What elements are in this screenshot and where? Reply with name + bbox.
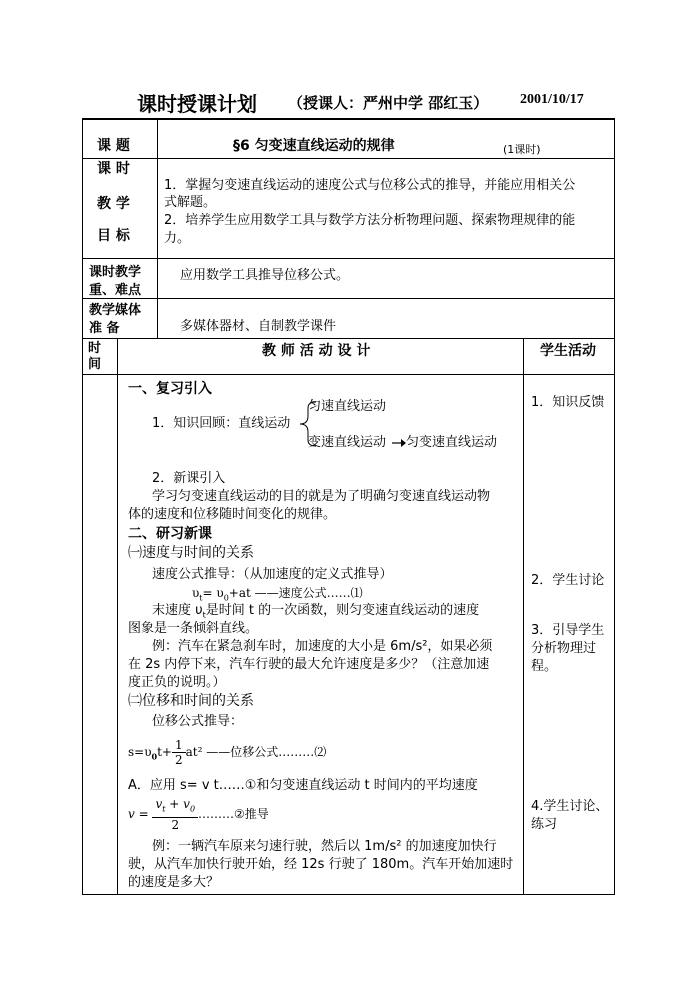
plan-author: （授课人：严州中学 邵红玉）: [288, 94, 489, 112]
velocity-derive: 速度公式推导：（从加速度的定义式推导）: [152, 567, 393, 582]
row-line: [82, 258, 615, 259]
time-col-line: [117, 338, 118, 894]
intro-para-2: 体的速度和位移随时间变化的规律。: [128, 507, 337, 522]
goal-2-line-1: 2．培养学生应用数学工具与数学方法分析物理问题、探索物理规律的能: [164, 213, 576, 228]
arrow-right-icon: [392, 437, 406, 449]
student-activity-4-line-2: 练习: [531, 817, 558, 832]
goal-2-line-2: 力。: [164, 231, 191, 246]
student-activity-3-line-2: 分析物理过: [531, 641, 597, 656]
row-line: [82, 374, 615, 375]
key-label-1: 课时教学: [89, 265, 142, 280]
velocity-example-2: 在 2s 内停下来，汽车行驶的最大允许速度是多少？（注意加速: [128, 657, 490, 672]
velocity-example-3: 度正负的说明。）: [128, 675, 226, 690]
average-velocity-formula: v = $\frac{v_t + v_0}{2}$ ………②推导: [128, 797, 269, 832]
media-label-2: 准 备: [89, 321, 120, 336]
key-value: 应用数学工具推导位移公式。: [180, 268, 350, 283]
velocity-para-1: 末速度 $\upsilon_t$是时间 t 的一次函数，则匀变速直线运动的速度: [152, 603, 480, 620]
displacement-example-1: 例：一辆汽车原来匀速行驶，然后以 1m/s² 的加速度加快行: [152, 839, 497, 854]
displacement-derive: 位移公式推导：: [152, 714, 244, 729]
topic-value: §6 匀变速直线运动的规律: [233, 138, 395, 154]
intro-para-1: 学习匀变速直线运动的目的就是为了明确匀变速直线运动物: [152, 489, 491, 504]
knowledge-review-label: 1．知识回顾：直线运动: [152, 416, 291, 431]
goals-label-3: 目 标: [97, 228, 130, 244]
branch-variable: 变速直线运动: [308, 435, 387, 450]
displacement-example-2: 驶，从汽车加快行驶开始，经 12s 行驶了 180m。汽车开始加速时: [128, 857, 514, 872]
row-line: [82, 338, 615, 339]
velocity-example-1: 例：汽车在紧急刹车时，加速度的大小是 6m/s²，如果必须: [152, 639, 493, 654]
table-left-border: [82, 118, 83, 895]
label-col-line: [157, 118, 158, 338]
student-activity-1: 1．知识反馈: [531, 395, 605, 410]
page-header: [0, 88, 696, 116]
col-header-time-1: 时: [88, 341, 102, 356]
goal-1-line-2: 式解题。: [164, 195, 217, 210]
displacement-example-3: 的速度是多大？: [128, 875, 220, 890]
goal-1-line-1: 1．掌握匀变速直线运动的速度公式与位移公式的推导，并能应用相关公: [164, 178, 576, 193]
goals-label-2: 教 学: [97, 196, 130, 212]
col-header-teacher: 教 师 活 动 设 计: [262, 343, 371, 359]
section-2-title: 二、研习新课: [128, 526, 212, 542]
table-right-border: [614, 118, 615, 895]
media-value: 多媒体器材、自制教学课件: [180, 319, 337, 334]
table-top-border: [82, 118, 615, 120]
branch-uniform: 匀速直线运动: [308, 399, 387, 414]
topic-label: 课 题: [97, 138, 130, 154]
subsection-velocity: ㈠速度与时间的关系: [128, 545, 254, 561]
student-col-line: [523, 338, 524, 894]
plan-date: 2001/10/17: [520, 92, 584, 107]
branch-uniform-accel: 匀变速直线运动: [406, 435, 498, 450]
col-header-student: 学生活动: [540, 343, 596, 359]
displacement-formula: $s=\upsilon_0t+$ $\frac{1}{2}$ at² ——位移公式………⑵: [128, 738, 327, 767]
velocity-formula: $\upsilon_t= \upsilon_0+at$ ——速度公式……⑴: [192, 586, 363, 603]
new-lesson-intro: 2．新课引入: [152, 471, 226, 486]
section-1-title: 一、复习引入: [128, 381, 212, 397]
col-header-time-2: 间: [88, 357, 102, 372]
subsection-displacement: ㈡位移和时间的关系: [128, 693, 254, 709]
student-activity-4-line-1: 4.学生讨论、: [531, 799, 609, 814]
student-activity-3-line-1: 3．引导学生: [531, 623, 605, 638]
student-activity-2: 2．学生讨论: [531, 573, 605, 588]
table-bottom-border: [82, 894, 615, 895]
key-label-2: 重、难点: [89, 283, 142, 298]
plan-title: 课时授课计划: [137, 92, 257, 116]
media-label-1: 教学媒体: [89, 303, 142, 318]
velocity-para-2: 图象是一条倾斜直线。: [128, 621, 259, 636]
topic-hours: (1课时): [503, 143, 541, 156]
average-velocity-method: A．应用 s= v t……①和匀变速直线运动 t 时间内的平均速度: [128, 778, 478, 793]
goals-label-1: 课 时: [97, 161, 130, 177]
row-line: [82, 298, 615, 299]
student-activity-3-line-3: 程。: [531, 659, 558, 674]
